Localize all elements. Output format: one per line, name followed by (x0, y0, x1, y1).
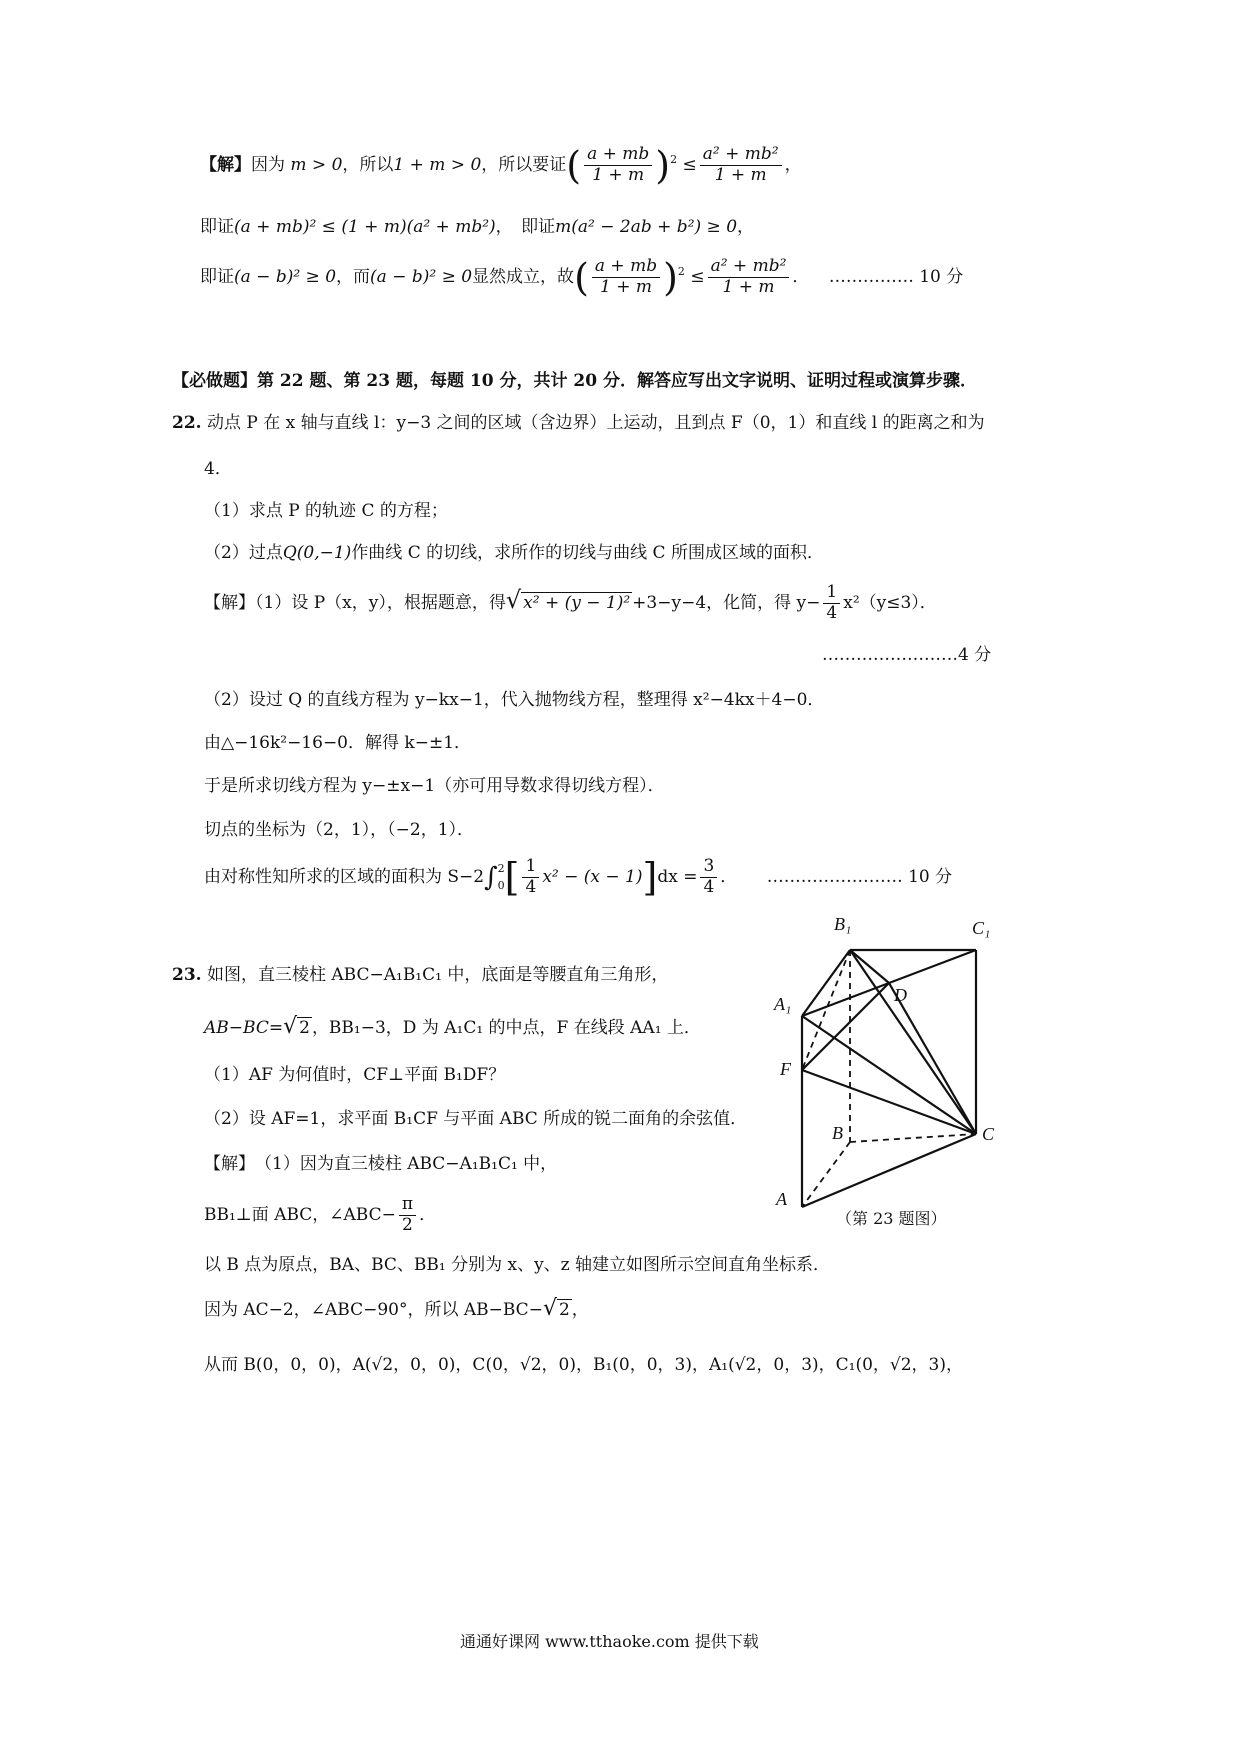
q23-sol-line3: 以 B 点为原点，BA、BC、BB₁ 分别为 x、y、z 轴建立如图所示空间直角坐标系． (204, 1255, 831, 1275)
score: …………………… 10 分 (766, 866, 953, 887)
label-D: D (894, 985, 907, 1005)
label-A1: A₁ (774, 994, 792, 1014)
figure-caption: （第 23 题图） (836, 1209, 947, 1228)
q23-part2: （2）设 AF=1，求平面 B₁CF 与平面 ABC 所成的锐二面角的余弦值． (204, 1109, 748, 1129)
label-F: F (780, 1059, 791, 1079)
sol-tag: 【解】 (200, 154, 251, 175)
score: ……………………4 分 (822, 645, 992, 665)
label-B: B (832, 1123, 843, 1143)
fraction: $\frac{a + mb}{1 + m}$ (592, 258, 660, 297)
fraction: $\frac{\pi}{2}$ (399, 1196, 416, 1235)
q22-sol-line5: 切点的坐标为（2，1），（−2，1）． (204, 820, 475, 840)
q22-sol-line4: 于是所求切线方程为 y−±x−1（亦可用导数求得切线方程）． (204, 776, 665, 796)
question-number: 23. (172, 965, 202, 985)
sol21-line2: 即证(a + mb)² ≤ (1 + m)(a² + mb²)， 即证m(a² − 2ab + b²) ≥ 0， (200, 217, 755, 237)
footer: 通通好课网 www.tthaoke.com 提供下载 (460, 1632, 759, 1651)
q23-sol-line4: 因为 AC−2，∠ABC−90°，所以 AB−BC−√ 2 ， (204, 1296, 589, 1321)
q22-sol-line1: 【解】（1）设 P（x，y），根据题意，得√ x² + (y − 1)² +3−y−4，化简，得 y− $\frac{1}{4}$ x²（y≤3）． (204, 582, 937, 623)
fraction: $\frac{3}{4}$ (700, 858, 717, 897)
q23-stem-line2: AB−BC=√ 2 ，BB₁−3，D 为 A₁C₁ 的中点，F 在线段 AA₁ 上． (204, 1014, 701, 1039)
fraction: $\frac{1}{4}$ (522, 858, 539, 897)
sol21-line3: 即证(a − b)² ≥ 0，而(a − b)² ≥ 0显然成立，故( $\frac{a + mb}{1 + m}$ )$^2$ ≤ $\frac{\text{a² + mb²}}{1 + m}$ ． …………… 10 分 (200, 255, 964, 300)
prism-figure (770, 910, 1030, 1230)
sol21-line1: 【解】因为 m > 0，所以1 + m > 0，所以要证( $\frac{a + mb}{1 + m}$ )$^2$ ≤ $\frac{\text{a² + mb²}}{1 + m}$ ， (200, 143, 802, 188)
q22-sol-line3: 由△−16k²−16−0．解得 k−±1． (204, 733, 472, 753)
q22-stem-line1: 22. 动点 P 在 x 轴与直线 l：y−3 之间的区域（含边界）上运动，且到点 F（0，1）和直线 l 的距离之和为 (172, 413, 985, 433)
q22-stem-line2: 4． (204, 459, 232, 479)
label-C1: C₁ (972, 918, 991, 938)
label-C: C (982, 1124, 995, 1144)
q23-part1: （1）AF 为何值时，CF⊥平面 B₁DF？ (204, 1065, 506, 1085)
question-number: 22. (172, 413, 202, 433)
fraction: $\frac{\text{a² + mb²}}{1 + m}$ (700, 146, 782, 185)
fraction: $\frac{1}{4}$ (823, 584, 840, 623)
fraction: $\frac{\text{a² + mb²}}{1 + m}$ (708, 258, 790, 297)
section-header: 【必做题】第 22 题、第 23 题，每题 10 分，共计 20 分．解答应写出文字说明、证明过程或演算步骤． (172, 371, 977, 391)
q23-sol-line5: 从而 B(0，0，0)，A(√2，0，0)，C(0，√2，0)，B₁(0，0，3)，A₁(√2，0，3)，C₁(0，√2，3)， (204, 1355, 964, 1375)
fraction: $\frac{a + mb}{1 + m}$ (584, 146, 652, 185)
q22-part2: （2）过点Q(0,−1)作曲线 C 的切线，求所作的切线与曲线 C 所围成区域的面积． (204, 543, 824, 563)
score: …………… 10 分 (828, 266, 964, 287)
q23-stem-line1: 23. 如图，直三棱柱 ABC−A₁B₁C₁ 中，底面是等腰直角三角形， (172, 965, 669, 985)
label-B1: B₁ (834, 914, 852, 934)
q23-sol-line1: 【解】 （1）因为直三棱柱 ABC−A₁B₁C₁ 中， (204, 1154, 558, 1174)
q22-sol-line2: （2）设过 Q 的直线方程为 y−kx−1，代入抛物线方程，整理得 x²−4kx＋4−0． (204, 690, 825, 710)
label-A: A (776, 1189, 787, 1209)
q23-sol-line2: BB₁⊥面 ABC，∠ABC− $\frac{\pi}{2}$ ． (204, 1194, 437, 1235)
q22-part1: （1）求点 P 的轨迹 C 的方程； (204, 501, 448, 521)
q22-sol-line6: 由对称性知所求的区域的面积为 S−2∫ 2 0 [ $\frac{1}{4}$ x² − (x − 1)]dx = $\frac{3}{4}$ ． …………………… 10 分 (204, 855, 953, 900)
